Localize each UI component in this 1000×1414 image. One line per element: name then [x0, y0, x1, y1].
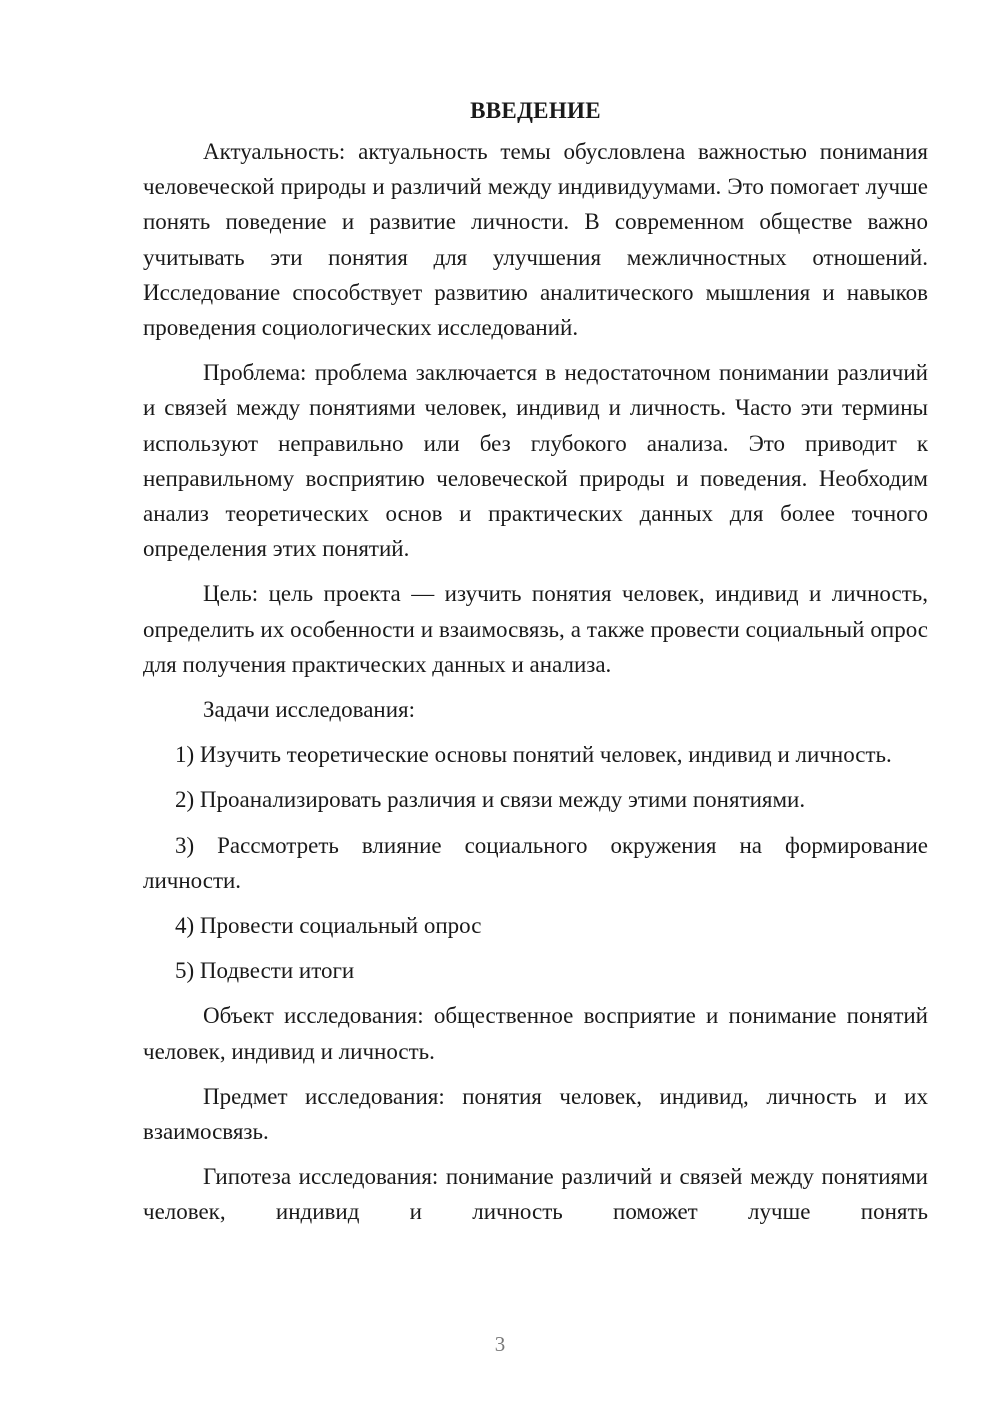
- page-number: 3: [494, 1332, 506, 1356]
- task-item: 2) Проанализировать различия и связи между этими понятиями.: [175, 787, 806, 813]
- subject-paragraph: Предмет исследования: понятия человек, индивид, личность и их взаимосвязь.: [143, 1083, 928, 1145]
- task-item: 4) Провести социальный опрос: [175, 913, 482, 939]
- relevance-paragraph: Актуальность: актуальность темы обусловлена важностью понимания человеческой природы и различий между индивидуумами. Это помогает лучше понять поведение и развитие личности. В современном обществе важно учитывать эти понятия для улучшения межличностных отношений. Исследование способствует развитию аналитического мышления и навыков проведения социологических исследований.: [143, 139, 928, 341]
- section-heading: ВВЕДЕНИЕ: [470, 98, 601, 123]
- document-page: [143, 96, 928, 1240]
- task-item: 3) Рассмотреть влияние социального окружения на формирование личности.: [143, 832, 928, 893]
- object-paragraph: Объект исследования: общественное восприятие и понимание понятий человек, индивид и личность.: [143, 1003, 928, 1064]
- problem-paragraph: Проблема: проблема заключается в недостаточном понимании различий и связей между понятиями человек, индивид и личность. Часто эти термины используют неправильно или без глубокого анализа. Это приводит к неправильному восприятию человеческой природы и поведения. Необходим анализ теоретических основ и практических данных для более точного определения этих понятий.: [143, 360, 928, 562]
- goal-paragraph: Цель: цель проекта — изучить понятия человек, индивид и личность, определить их особенности и взаимосвязь, а также провести социальный опрос для получения практических данных и анализа.: [143, 581, 928, 677]
- hypothesis-paragraph: Гипотеза исследования: понимание различий и связей между понятиями человек, индивид и личность поможет лучше понять: [143, 1164, 928, 1225]
- task-item: 5) Подвести итоги: [175, 958, 355, 984]
- task-item: 1) Изучить теоретические основы понятий человек, индивид и личность.: [175, 742, 892, 768]
- tasks-heading: Задачи исследования:: [203, 697, 416, 723]
